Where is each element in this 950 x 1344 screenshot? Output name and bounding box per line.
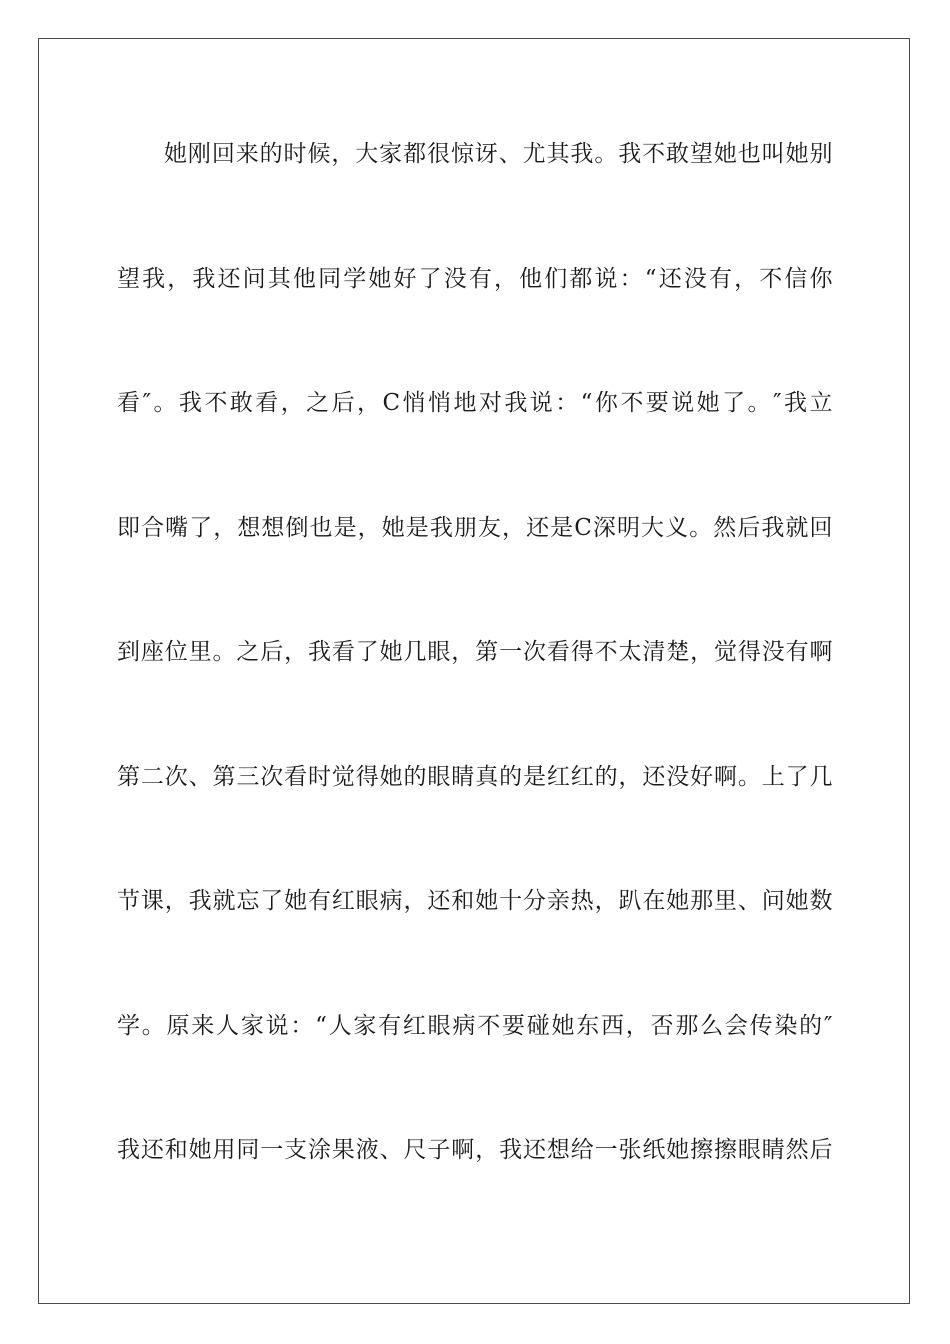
text-line-3: 看″。我不敢看，之后，C悄悄地对我说：“你不要说她了。″我立	[117, 390, 833, 416]
text-line-2: 望我，我还问其他同学她好了没有，他们都说：“还没有，不信你	[117, 265, 833, 292]
text-line-7: 节课，我就忘了她有红眼病，还和她十分亲热，趴在她那里、问她数	[117, 888, 833, 914]
text-line-5: 到座位里。之后，我看了她几眼，第一次看得不太清楚，觉得没有啊	[117, 639, 833, 665]
text-line-1: 她刚回来的时候，大家都很惊讶、尤其我。我不敢望她也叫她别	[164, 141, 833, 167]
text-line-8: 学。原来人家说：“人家有红眼病不要碰她东西，否那么会传染的″	[117, 1012, 833, 1039]
text-line-9: 我还和她用同一支涂果液、尺子啊，我还想给一张纸她擦擦眼睛然后	[117, 1137, 833, 1163]
text-line-4: 即合嘴了，想想倒也是，她是我朋友，还是C深明大义。然后我就回	[117, 514, 833, 541]
text-line-6: 第二次、第三次看时觉得她的眼睛真的是红红的，还没好啊。上了几	[117, 763, 833, 790]
document-body	[117, 126, 833, 1247]
